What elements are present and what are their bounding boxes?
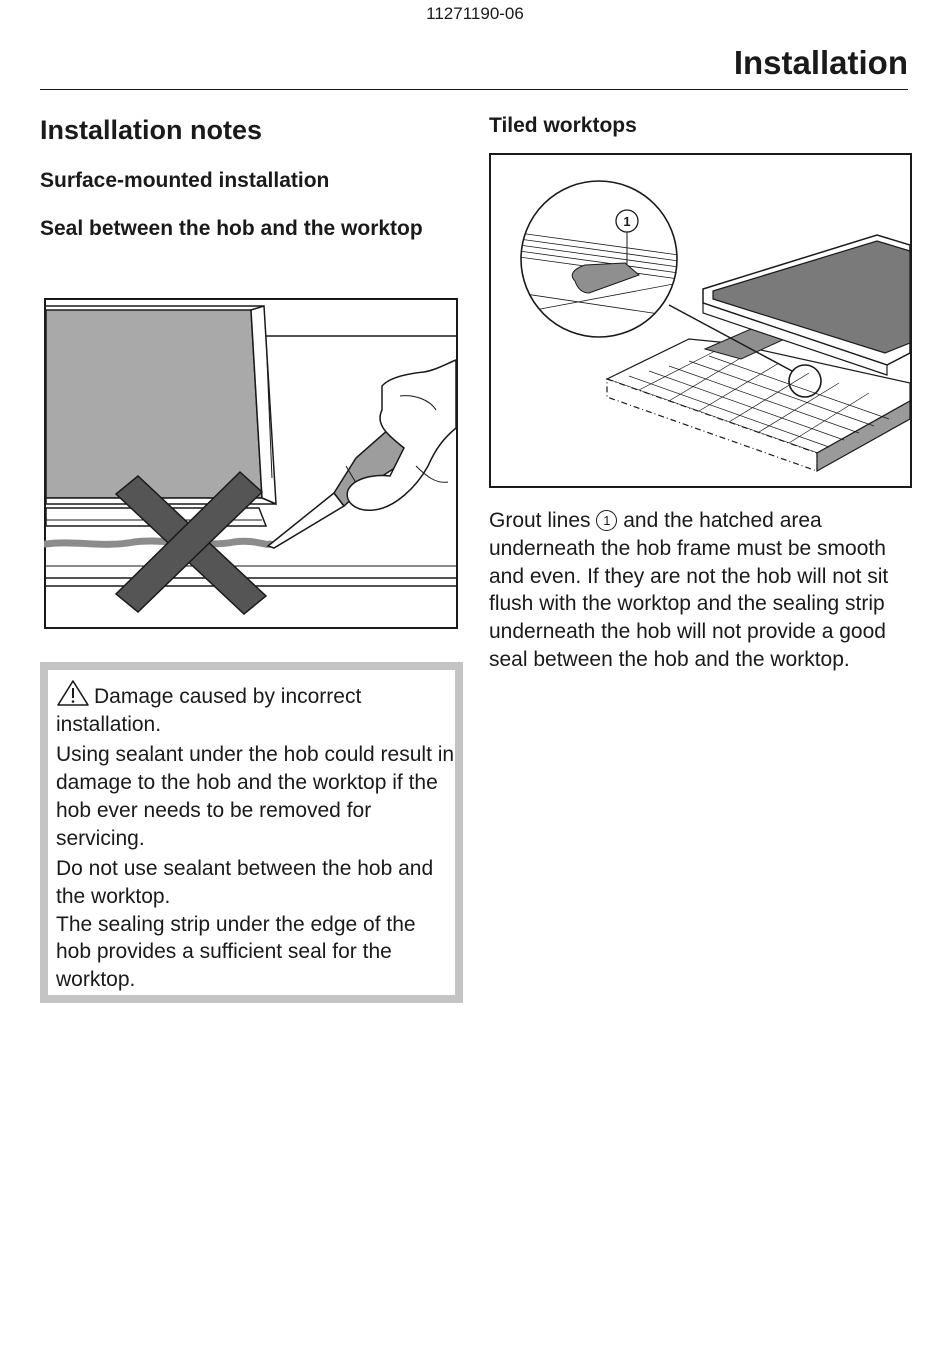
- warning-paragraph-2b: The sealing strip under the edge of the hob provides a sufficient seal for the worktop.: [56, 912, 416, 992]
- sealant-prohibited-illustration: [44, 298, 458, 629]
- warning-box: [40, 662, 463, 1003]
- body-text-rest: and the hatched area underneath the hob frame must be smooth and even. If they are not the hob will not sit flush with the worktop and the sealing strip underneath the hob will not provide a good seal between the hob and the worktop.: [489, 509, 889, 671]
- warning-triangle-icon: [56, 679, 90, 707]
- subheading-tiled-worktops: Tiled worktops: [489, 114, 637, 137]
- figure-callout-1: 1: [623, 214, 631, 229]
- subheading-seal: Seal between the hob and the worktop: [40, 217, 423, 240]
- page-heading: Installation notes: [40, 115, 263, 145]
- warning-paragraph-1: Using sealant under the hob could result in damage to the hob and the worktop if the hob ever needs to be removed for servicing.: [56, 743, 455, 850]
- tiled-worktop-description: [489, 507, 909, 674]
- header-rule: [40, 89, 908, 90]
- tiled-worktop-illustration: [489, 153, 912, 488]
- callout-1-icon: 1: [596, 510, 617, 531]
- warning-title: Damage caused by incorrect installation.: [56, 685, 362, 736]
- subheading-surface-mounted: Surface-mounted installation: [40, 169, 330, 192]
- warning-paragraph-2a: Do not use sealant between the hob and the worktop.: [56, 857, 434, 908]
- body-text-start: Grout lines: [489, 509, 591, 532]
- document-id: 11271190-06: [426, 4, 524, 23]
- section-title: Installation: [733, 44, 908, 81]
